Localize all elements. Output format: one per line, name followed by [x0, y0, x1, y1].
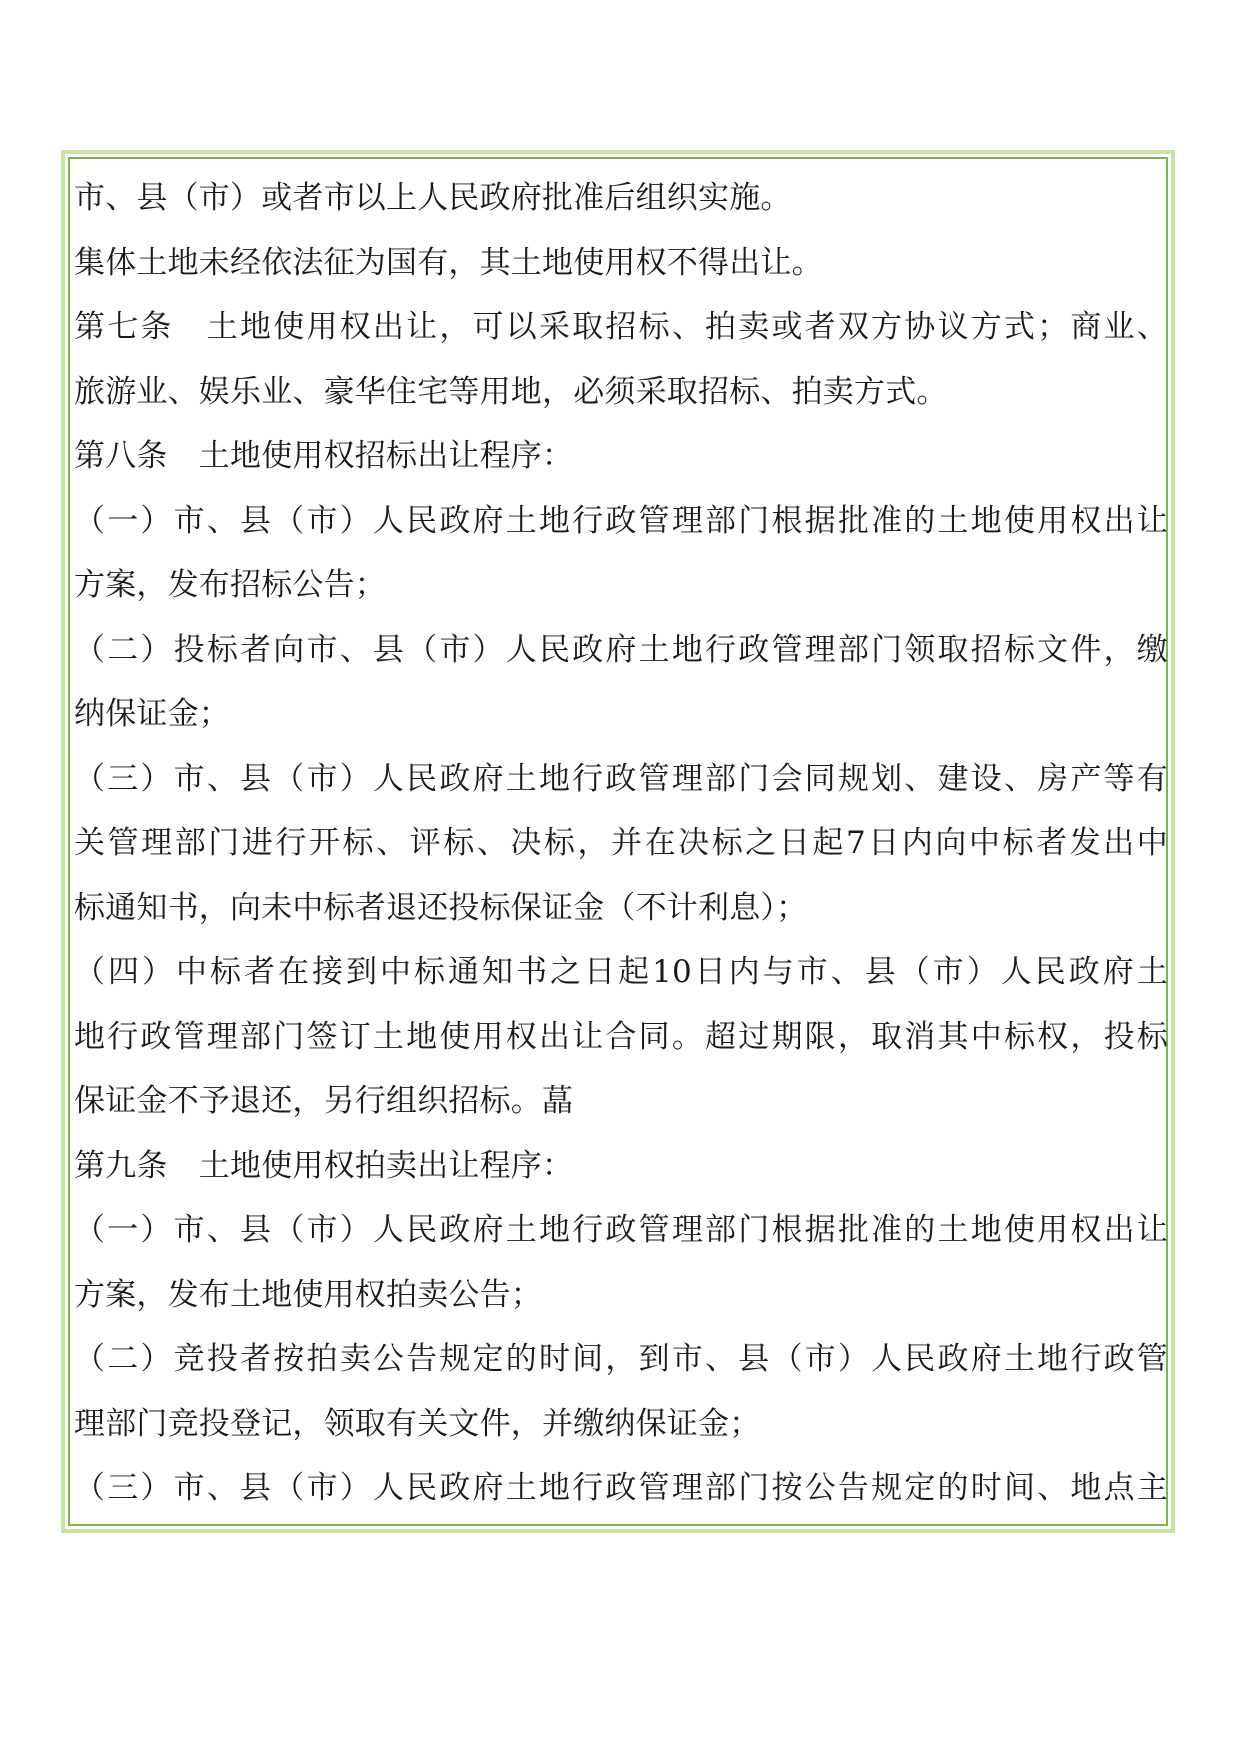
text-line: 旅游业、娱乐业、豪华住宅等用地，必须采取招标、拍卖方式。: [74, 373, 948, 410]
text-line: （三）市、县（市）人民政府土地行政管理部门会同规划、建设、房产等有: [74, 760, 1168, 797]
text-line: 理部门竞投登记，领取有关文件，并缴纳保证金；: [74, 1405, 761, 1442]
text-line: （二）竞投者按拍卖公告规定的时间，到市、县（市）人民政府土地行政管: [74, 1341, 1168, 1377]
article-7-line: 第七条 土地使用权出让，可以采取招标、拍卖或者双方协议方式；商业、: [74, 309, 1168, 345]
text-line: 关管理部门进行开标、评标、决标，并在决标之日起7日内向中标者发出中: [74, 825, 1168, 861]
text-line: （三）市、县（市）人民政府土地行政管理部门按公告规定的时间、地点主: [74, 1470, 1168, 1506]
text-line: 地行政管理部门签订土地使用权出让合同。超过期限，取消其中标权，投标: [74, 1018, 1168, 1055]
text-line: 保证金不予退还，另行组织招标。蕌: [74, 1083, 574, 1119]
text-line: 标通知书，向未中标者退还投标保证金（不计利息）；: [74, 889, 808, 926]
article-8-heading: 第八条 土地使用权招标出让程序：: [74, 438, 574, 474]
text-line: 方案，发布土地使用权拍卖公告；: [74, 1276, 542, 1313]
text-line: 集体土地未经依法征为国有，其土地使用权不得出让。: [74, 244, 823, 281]
text-line: 市、县（市）或者市以上人民政府批准后组织实施。: [74, 180, 792, 216]
text-frame: [61, 150, 1175, 1533]
text-line: （一）市、县（市）人民政府土地行政管理部门根据批准的土地使用权出让: [74, 1212, 1168, 1248]
text-line: （二）投标者向市、县（市）人民政府土地行政管理部门领取招标文件，缴: [74, 631, 1168, 668]
article-9-heading: 第九条 土地使用权拍卖出让程序：: [74, 1147, 574, 1184]
text-line: 纳保证金；: [74, 696, 230, 732]
document-body: [74, 166, 1168, 1521]
text-line: 方案，发布招标公告；: [74, 567, 386, 603]
text-line: （四）中标者在接到中标通知书之日起10日内与市、县（市）人民政府土: [74, 954, 1168, 990]
text-line: （一）市、县（市）人民政府土地行政管理部门根据批准的土地使用权出让: [74, 502, 1168, 539]
